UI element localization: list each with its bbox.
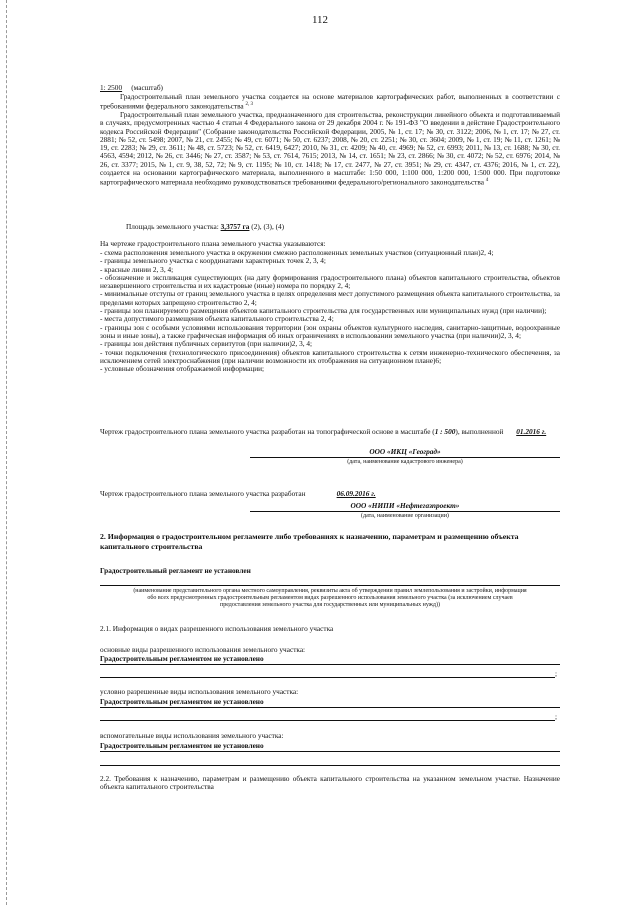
scale-value: 1: 2500: [100, 83, 123, 92]
area-label: Площадь земельного участка:: [126, 222, 219, 231]
developed-org-underline: [250, 511, 560, 512]
list-item: - точки подключения (технологического присоединения) объектов капитального строительства к сетям инженерно-технического обеспечения, за исключением сетей электроснабжения (при наличии возможности их отображения на ситуационном плане)6;: [100, 347, 560, 365]
developed-text: Чертеж градостроительного плана земельного участка разработан: [100, 489, 306, 498]
scale-label: (масштаб): [131, 83, 163, 92]
developed-line: [100, 490, 560, 498]
developed-caption: (дата, наименование организации): [361, 513, 449, 519]
list-item: - минимальные отступы от границ земельного участка в целях определения мест допустимого размещения объекта капитального строительства, за пределами которых запрещено строительство 2, 4;: [100, 289, 560, 307]
topo-date: 01.2016 г.: [516, 427, 547, 436]
binding-margin-line: [6, 0, 7, 905]
drawing-items-list: [100, 249, 560, 373]
topo-organization: ООО «ИКЦ «Геоград»: [369, 447, 441, 456]
area-refs: (2), (3), (4): [251, 222, 285, 231]
reglament-caption: (наименование представительного органа местного самоуправления, реквизиты акта об утверждении правил землепользования и застройки, информация обо всех предусмотренных градостроительным регламентом видах разрешенного использования земельного участка (за исключением случаев предоставления земельного участка для государственных или муниципальных нужд)): [133, 588, 527, 608]
topo-basis-line: Чертеж градостроительного плана земельного участка разработан на топографической основе в масштабе (1 : 500), выполненной 01.2016 г.: [100, 427, 547, 436]
topo-text: Чертеж градостроительного плана земельного участка разработан на топографической основе в масштабе: [100, 427, 431, 436]
list-item: - условные обозначения отображаемой информации;: [100, 364, 265, 374]
drawing-intro: На чертеже градостроительного плана земельного участка указываются:: [100, 239, 326, 248]
main-uses-label: основные виды разрешенного использования земельного участка:: [100, 645, 306, 654]
topo-caption: (дата, наименование кадастрового инженера): [347, 459, 463, 465]
main-uses-semicolon: ;: [555, 669, 558, 678]
list-item: - границы земельного участка с координатами характерных точек 2, 3, 4;: [100, 256, 326, 266]
topo-text-2: ), выполненной: [455, 427, 504, 436]
intro-paragraph: [100, 93, 560, 111]
intro-footnote: 2, 3: [245, 102, 253, 108]
section-2-title: 2. Информация о градостроительном регламенте либо требованиях к назначению, параметрам и размещению объекта капитального строительства: [100, 532, 519, 551]
reglament-underline: [100, 585, 560, 586]
main-uses-underline-2: [100, 677, 555, 678]
page-number: 112: [311, 14, 329, 26]
developed-date: 06.09.2016 г.: [336, 489, 376, 498]
auxiliary-uses-value: Градостроительным регламентом не установлено: [100, 741, 264, 750]
main-paragraph: [100, 111, 560, 187]
section-2-1-title: 2.1. Информация о видах разрешенного использования земельного участка: [100, 624, 334, 633]
reglament-status: Градостроительный регламент не установлен: [100, 566, 251, 575]
list-item: - обозначение и экспликация существующих (на дату формирования градостроительного плана) объектов капитального строительства, объектов незавершенного строительства и их кадастровые (иные) номера по порядку 2, 4;: [100, 272, 560, 291]
intro-text: Градостроительный план земельного участка создается на основе материалов картографических работ, выполненных в соответствии с требованиями федерального законодательства: [100, 92, 560, 111]
list-item: - места допустимого размещения объекта капитального строительства 2, 4;: [100, 314, 334, 324]
list-item: - границы зон действия публичных сервитутов (при наличии)2, 3, 4;: [100, 339, 313, 349]
topo-org-underline: [250, 457, 560, 458]
topo-scale: 1 : 500: [434, 427, 456, 436]
section-2-2-title: 2.2. Требования к назначению, параметрам и размещению объекта капитального строительства на указанном земельном участке. Назначение объекта капитального строительства: [100, 774, 560, 792]
area-value: 3,3757 га: [220, 222, 250, 231]
area-line: [126, 223, 586, 231]
main-paragraph-text: Градостроительный план земельного участка, предназначенного для строительства, реконструкции линейного объекта и подготавливаемый в случаях, предусмотренных частью 4 статьи 4 Федерального закона от 29 декабря 2004 г. № 191-ФЗ "О введении в действие Градостроительного кодекса Российской Федерации" (Собрание законодательства Российской Федерации, 2005, № 1, ст. 17; № 30, ст. 3122; 2006, № 1, ст. 17; № 27, ст. 2881; № 52, ст. 5498; 2007, № 21, ст. 2455; № 49, ст. 6071; № 50, ст. 6237; 2008, № 20, ст. 2251; № 30, ст. 3604; 2009, № 1, ст. 19; № 11, ст. 1261; № 19, ст. 2283; № 29, ст. 3611; № 48, ст. 5723; № 52, ст. 6419, 6427; 2010, № 31, ст. 4209; № 40, ст. 4969; № 52, ст. 6993; 2011, № 13, ст. 1688; № 30, ст. 4563, 4594; 2012, № 26, ст. 3446; № 27, ст. 3587; № 53, ст. 7614, 7615; 2013, № 14, ст. 1651; № 23, ст. 2866; № 30, ст. 4072; № 52, ст. 6976; 2014, № 26, ст. 3377; 2015, № 1, ст. 9, 38, 52, 72; № 9, ст. 1195; № 10, ст. 1418; № 17, ст. 2477, № 27, ст. 3951; № 29, ст. 4347, ст. 4376; 2016, № 1, ст. 22), создается на основании картографического материала, выполненного в масштабе: 1:50 000, 1:100 000, 1:200 000, 1:500 000. При подготовке картографического материала необходимо руководствоваться требованиями федерального/регионального законодательства: [100, 110, 560, 187]
main-uses-value: Градостроительным регламентом не установлено: [100, 654, 264, 663]
list-item: - границы зон с особыми условиями использования территории (зон охраны объектов культурного наследия, санитарно-защитные, водоохранные зоны и иные зоны), а также графическая информация об иных ограничениях в использовании земельного участка (при наличии)2, 3, 4;: [100, 322, 560, 340]
auxiliary-uses-label: вспомогательные виды использования земельного участка:: [100, 731, 284, 740]
list-item: - границы зон планируемого размещения объектов капитального строительства для государственных или муниципальных нужд (при наличии);: [100, 306, 547, 316]
auxiliary-uses-underline-1: [100, 751, 560, 752]
conditional-uses-semicolon: ;: [555, 712, 558, 721]
auxiliary-uses-underline-2: [100, 765, 560, 766]
conditional-uses-underline-1: [100, 707, 560, 708]
developed-organization: ООО «НИПИ «Нефтегазпроект»: [350, 501, 460, 510]
list-item: - схема расположения земельного участка в окружении смежно расположенных земельных участков (ситуационный план)2, 4;: [100, 248, 494, 257]
conditional-uses-value: Градостроительным регламентом не установлено: [100, 697, 264, 706]
main-uses-underline-1: [100, 664, 560, 665]
main-paragraph-footnote: 4: [485, 178, 489, 184]
list-item: - красные линии 2, 3, 4;: [100, 264, 174, 274]
conditional-uses-underline-2: [100, 720, 555, 721]
conditional-uses-label: условно разрешенные виды использования земельного участка:: [100, 687, 299, 696]
